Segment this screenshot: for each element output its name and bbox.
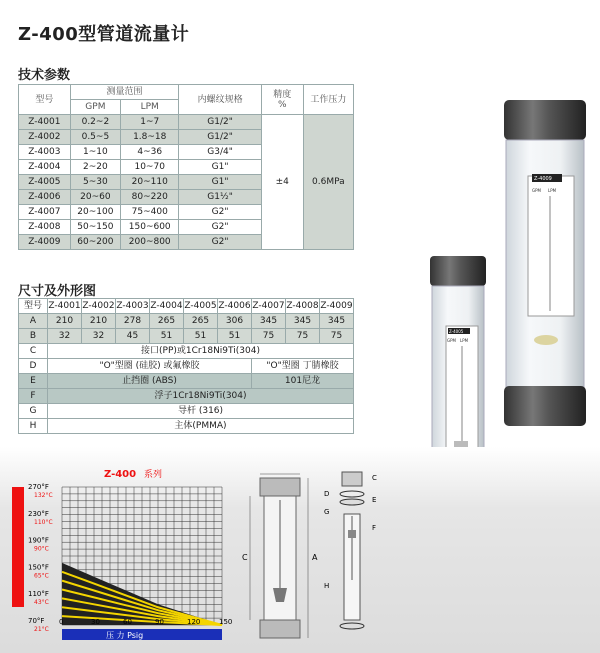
header-thread: 内螺纹规格 (179, 85, 261, 115)
table-cell: Z-4005 (184, 299, 218, 314)
table-cell: G (19, 404, 48, 419)
y-tick-c: 110°C (34, 518, 53, 526)
table-cell: 4~36 (121, 145, 179, 160)
tube-small-lpm: LPM (460, 338, 469, 343)
pressure-value: 0.6MPa (303, 115, 353, 250)
table-cell: 345 (320, 314, 354, 329)
table-cell: G1½" (179, 190, 261, 205)
table-cell: 265 (184, 314, 218, 329)
header-model: 型号 (19, 85, 71, 115)
diagram-label-c: C (242, 553, 248, 562)
x-tick: 30 (91, 618, 100, 626)
table-cell: 75 (286, 329, 320, 344)
table-cell: 150~600 (121, 220, 179, 235)
table-cell: 型号 (19, 299, 48, 314)
header-accuracy: 精度 % (261, 85, 303, 115)
table-cell: Z-4004 (19, 160, 71, 175)
diagram-label-d: D (324, 490, 330, 498)
table-cell: Z-4009 (320, 299, 354, 314)
diagram-label-c2: C (372, 474, 377, 482)
table-cell: G2" (179, 235, 261, 250)
table-cell: 345 (286, 314, 320, 329)
tube-big-label: Z-4009 (534, 176, 552, 182)
table-cell: Z-4001 (19, 115, 71, 130)
diagram-label-a: A (312, 553, 318, 562)
table-cell: G2" (179, 205, 261, 220)
table-cell: 5~30 (70, 175, 120, 190)
header-lpm: LPM (121, 100, 179, 115)
y-tick-c: 90°C (34, 545, 49, 553)
table-cell: 75 (252, 329, 286, 344)
table-cell: H (19, 419, 48, 434)
section-spec-title: 技术参数 (18, 68, 71, 83)
table-cell: 200~800 (121, 235, 179, 250)
table-cell: Z-4003 (116, 299, 150, 314)
table-cell: 2~20 (70, 160, 120, 175)
tube-big-gpm: GPM (532, 188, 541, 193)
table-cell: Z-4006 (218, 299, 252, 314)
x-tick: 60 (123, 618, 132, 626)
table-cell: 51 (184, 329, 218, 344)
table-cell: Z-4007 (252, 299, 286, 314)
x-tick: 120 (187, 618, 201, 626)
table-cell: "O"型圈 (硅胶) 或氟橡胶 (48, 359, 252, 374)
table-cell: Z-4007 (19, 205, 71, 220)
table-cell: 306 (218, 314, 252, 329)
table-cell: 1.8~18 (121, 130, 179, 145)
table-cell: G1" (179, 160, 261, 175)
table-cell: 210 (82, 314, 116, 329)
table-cell: G1/2" (179, 130, 261, 145)
table-cell: 278 (116, 314, 150, 329)
table-cell: Z-4004 (150, 299, 184, 314)
table-cell: Z-4006 (19, 190, 71, 205)
table-cell: 50~150 (70, 220, 120, 235)
table-cell: 浮子1Cr18Ni9Ti(304) (48, 389, 354, 404)
table-cell: Z-4001 (48, 299, 82, 314)
large-tube (504, 100, 586, 426)
table-cell: E (19, 374, 48, 389)
section-dimension-title: 尺寸及外形图 (18, 284, 97, 299)
x-tick: 0 (59, 618, 64, 626)
y-tick-f: 70°F (28, 617, 45, 625)
table-cell: 32 (48, 329, 82, 344)
table-cell: 45 (116, 329, 150, 344)
chart-series-suffix: 系列 (144, 470, 163, 480)
y-tick-f: 190°F (28, 536, 49, 545)
dimension-table (18, 298, 354, 434)
header-gpm: GPM (70, 100, 120, 115)
y-tick-f: 270°F (28, 483, 49, 491)
table-cell: Z-4002 (82, 299, 116, 314)
table-cell: 1~10 (70, 145, 120, 160)
y-tick-f: 150°F (28, 563, 49, 572)
table-cell: 75~400 (121, 205, 179, 220)
header-pressure: 工作压力 (303, 85, 353, 115)
diagram-label-h: H (324, 582, 330, 590)
header-range: 测量范围 (70, 85, 179, 100)
table-cell: 0.5~5 (70, 130, 120, 145)
table-cell: Z-4002 (19, 130, 71, 145)
table-cell: 20~60 (70, 190, 120, 205)
table-cell: A (19, 314, 48, 329)
y-tick-c: 43°C (34, 599, 49, 607)
chart-y-labels (28, 483, 53, 633)
y-tick-c: 21°C (34, 626, 49, 633)
table-cell: 主体(PMMA) (48, 419, 354, 434)
table-cell: 接口(PP)或1Cr18Ni9Ti(304) (48, 344, 354, 359)
table-cell: F (19, 389, 48, 404)
table-cell: G1" (179, 175, 261, 190)
table-cell: B (19, 329, 48, 344)
table-cell: Z-4005 (19, 175, 71, 190)
chart-series-title: Z-400 (104, 469, 137, 480)
table-cell: "O"型圈 丁腈橡胶 (252, 359, 354, 374)
table-cell: D (19, 359, 48, 374)
x-tick: 90 (155, 618, 164, 626)
diagram-label-f: F (372, 524, 377, 532)
chart-side-bar (12, 487, 24, 607)
table-cell: 导杆 (316) (48, 404, 354, 419)
spec-table (18, 84, 354, 250)
y-tick-f: 110°F (28, 590, 49, 599)
y-tick-c: 65°C (34, 572, 49, 580)
tube-big-lpm: LPM (548, 188, 557, 193)
dimension-diagram (240, 470, 390, 646)
table-cell: G2" (179, 220, 261, 235)
table-cell: 0.2~2 (70, 115, 120, 130)
diagram-label-e: E (372, 496, 377, 504)
temp-pressure-chart (4, 465, 234, 645)
table-cell: C (19, 344, 48, 359)
tube-small-gpm: GPM (447, 338, 456, 343)
table-cell: Z-4008 (286, 299, 320, 314)
table-cell: G1/2" (179, 115, 261, 130)
x-tick: 150 (219, 618, 233, 626)
table-cell: 20~100 (70, 205, 120, 220)
table-cell: Z-4009 (19, 235, 71, 250)
table-cell: 75 (320, 329, 354, 344)
table-cell: 1~7 (121, 115, 179, 130)
diagram-label-g: G (324, 508, 330, 516)
table-cell: Z-4003 (19, 145, 71, 160)
table-cell: G3/4" (179, 145, 261, 160)
table-cell: 80~220 (121, 190, 179, 205)
table-cell: 265 (150, 314, 184, 329)
chart-xlabel: 压 力 Psig (106, 631, 144, 640)
table-cell: 51 (218, 329, 252, 344)
table-cell: Z-4008 (19, 220, 71, 235)
table-cell: 止挡圈 (ABS) (48, 374, 252, 389)
y-tick-f: 230°F (28, 509, 49, 518)
table-cell: 51 (150, 329, 184, 344)
table-cell: 60~200 (70, 235, 120, 250)
table-cell: 20~110 (121, 175, 179, 190)
page-title: Z-400型管道流量计 (18, 24, 190, 45)
table-cell: 210 (48, 314, 82, 329)
accuracy-value: ±4 (261, 115, 303, 250)
table-cell: 32 (82, 329, 116, 344)
tube-small-label: Z-4005 (449, 329, 464, 334)
table-cell: 101尼龙 (252, 374, 354, 389)
table-cell: 10~70 (121, 160, 179, 175)
table-cell: 345 (252, 314, 286, 329)
y-tick-c: 132°C (34, 492, 53, 499)
